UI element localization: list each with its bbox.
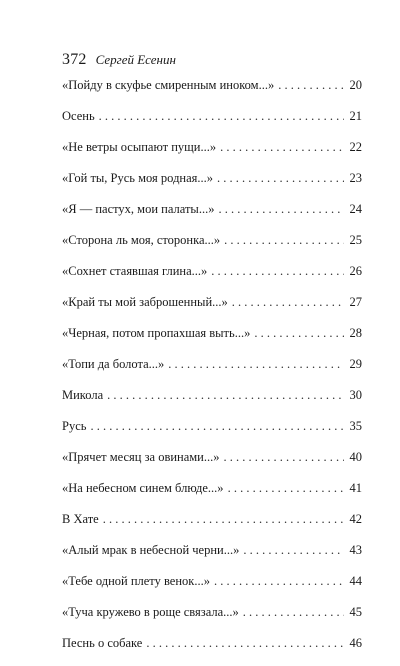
toc-entry: [62, 573, 362, 604]
toc-entry: [62, 232, 362, 263]
toc-entry-page: 22: [349, 140, 362, 154]
dot-leader: [278, 77, 344, 93]
page-number: 372: [62, 51, 87, 68]
toc-entry-title: «Тебе одной плету венок...»: [62, 574, 210, 588]
dot-leader: [254, 325, 344, 341]
toc-entry-page: 21: [349, 109, 362, 123]
toc-entry: [62, 139, 362, 170]
toc-entry-page: 44: [349, 574, 362, 588]
toc-entry-title: «Туча кружево в роще связала...»: [62, 605, 239, 619]
toc-entry: [62, 170, 362, 201]
toc-entry-title: Осень: [62, 109, 95, 123]
toc-entry: [62, 449, 362, 480]
dot-leader: [228, 480, 344, 496]
dot-leader: [218, 201, 344, 217]
toc-entry: [62, 325, 362, 356]
toc-entry-page: 40: [349, 450, 362, 464]
dot-leader: [217, 170, 344, 186]
toc-entry-page: 29: [349, 357, 362, 371]
toc-entry-title: «Черная, потом пропахшая выть...»: [62, 326, 251, 340]
toc-entry-page: 25: [349, 233, 362, 247]
dot-leader: [211, 263, 344, 279]
table-of-contents: [62, 77, 362, 666]
toc-entry: [62, 542, 362, 573]
toc-entry-page: 23: [349, 171, 362, 185]
toc-entry-page: 24: [349, 202, 362, 216]
toc-entry-page: 20: [349, 78, 362, 92]
toc-entry-page: 45: [349, 605, 362, 619]
toc-entry: [62, 294, 362, 325]
toc-entry-title: «Гой ты, Русь моя родная...»: [62, 171, 214, 185]
dot-leader: [99, 108, 344, 124]
toc-entry: [62, 201, 362, 232]
toc-entry-page: 46: [349, 636, 362, 650]
dot-leader: [103, 511, 344, 527]
toc-entry: [62, 387, 362, 418]
running-head: [62, 51, 176, 69]
dot-leader: [224, 232, 344, 248]
toc-entry-title: «Я — пастух, мои палаты...»: [62, 202, 215, 216]
toc-entry: [62, 418, 362, 449]
toc-entry-page: 43: [349, 543, 362, 557]
toc-entry: [62, 356, 362, 387]
dot-leader: [243, 542, 344, 558]
toc-entry: [62, 604, 362, 635]
toc-entry-page: 26: [349, 264, 362, 278]
dot-leader: [214, 573, 344, 589]
toc-entry-title: В Хате: [62, 512, 99, 526]
dot-leader: [107, 387, 344, 403]
toc-entry-title: Русь: [62, 419, 87, 433]
toc-entry-title: «Алый мрак в небесной черни...»: [62, 543, 240, 557]
toc-entry: [62, 77, 362, 108]
toc-entry: [62, 511, 362, 542]
toc-entry: [62, 108, 362, 139]
toc-entry-title: «На небесном синем блюде...»: [62, 481, 224, 495]
dot-leader: [146, 635, 344, 651]
author-name: Сергей Есенин: [95, 52, 176, 67]
toc-entry-title: «Прячет месяц за овинами...»: [62, 450, 220, 464]
toc-entry: [62, 480, 362, 511]
dot-leader: [224, 449, 345, 465]
toc-entry-page: 41: [349, 481, 362, 495]
dot-leader: [168, 356, 344, 372]
toc-entry: [62, 635, 362, 666]
toc-entry-title: «Топи да болота...»: [62, 357, 165, 371]
toc-entry-title: «Сторона ль моя, сторонка...»: [62, 233, 221, 247]
dot-leader: [243, 604, 344, 620]
toc-entry-title: Микола: [62, 388, 104, 402]
toc-entry: [62, 263, 362, 294]
toc-entry-page: 27: [349, 295, 362, 309]
toc-entry-title: Песнь о собаке: [62, 636, 143, 650]
toc-entry-page: 30: [349, 388, 362, 402]
toc-entry-title: «Край ты мой заброшенный...»: [62, 295, 228, 309]
toc-entry-title: «Пойду в скуфье смиренным иноком...»: [62, 78, 275, 92]
toc-entry-page: 42: [349, 512, 362, 526]
toc-entry-page: 28: [349, 326, 362, 340]
dot-leader: [220, 139, 344, 155]
toc-entry-title: «Сохнет стаявшая глина...»: [62, 264, 208, 278]
dot-leader: [90, 418, 344, 434]
toc-entry-page: 35: [349, 419, 362, 433]
dot-leader: [232, 294, 344, 310]
toc-entry-title: «Не ветры осыпают пущи...»: [62, 140, 217, 154]
